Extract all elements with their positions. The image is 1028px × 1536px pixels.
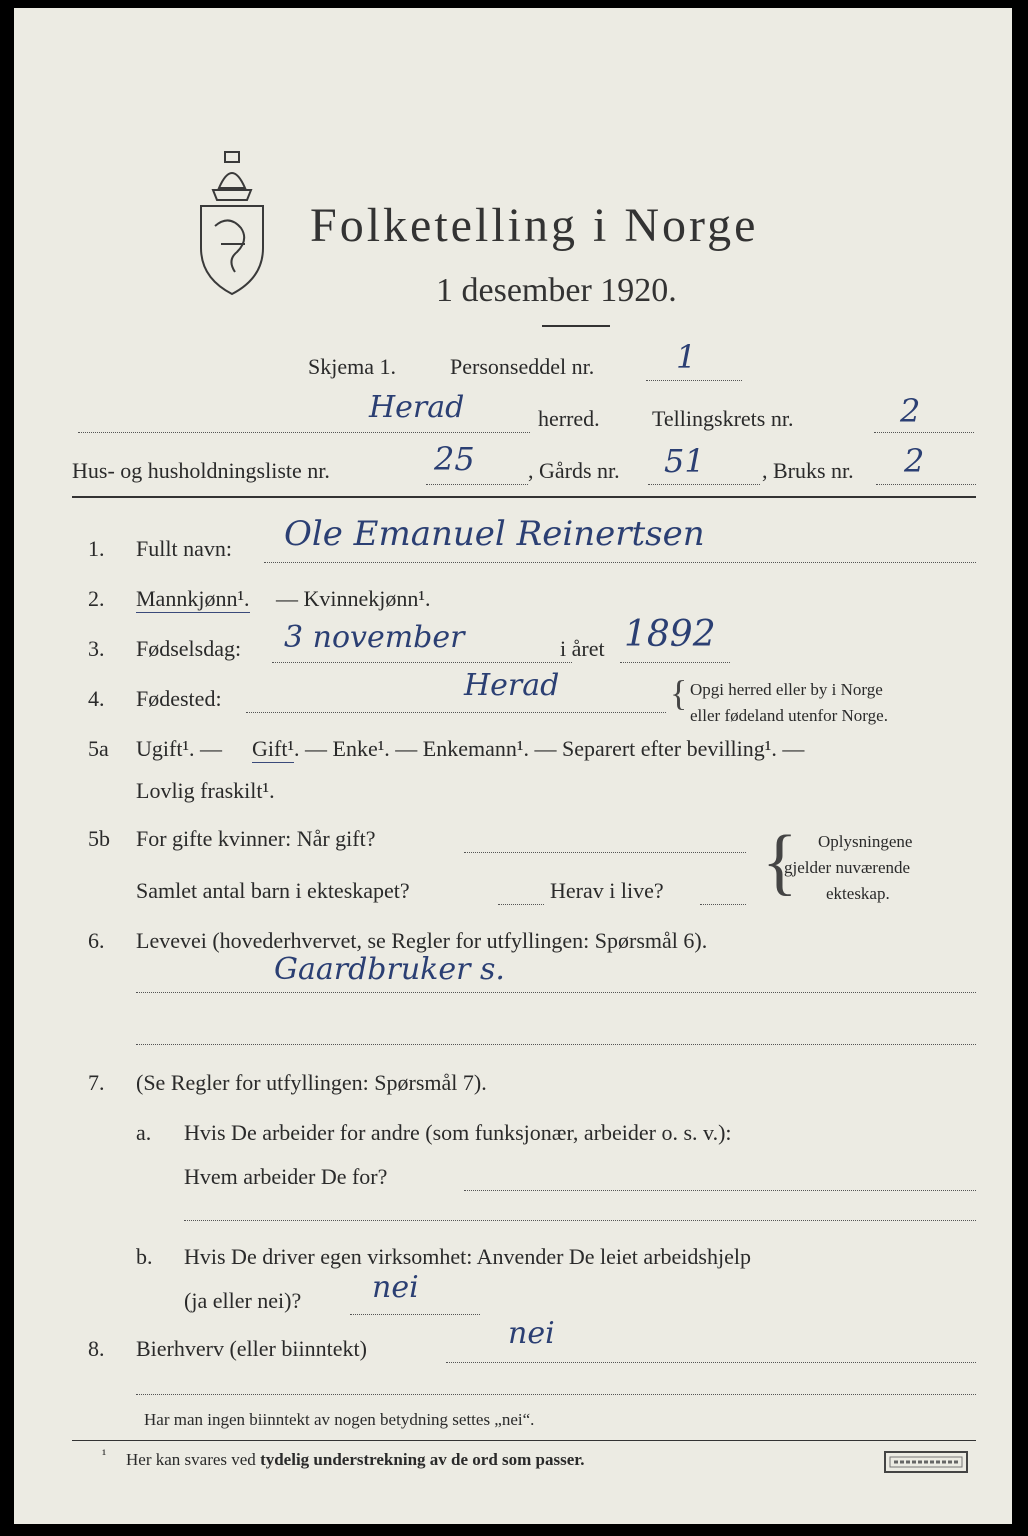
- footer-divider: [72, 1440, 976, 1441]
- footnote-text-plain: Her kan svares ved: [126, 1450, 256, 1469]
- holding-number-value[interactable]: 2: [904, 442, 925, 480]
- side-income-note: Har man ingen biinntekt av nogen betydning settes „nei“.: [144, 1410, 535, 1429]
- hired-help-label: (ja eller nei)?: [184, 1288, 302, 1313]
- full-name-value[interactable]: Ole Emanuel Reinertsen: [284, 514, 705, 554]
- birthday-field-line: [272, 662, 572, 663]
- when-married-field-line: [464, 852, 746, 853]
- q7-label: (Se Regler for utfyllingen: Spørsmål 7).: [136, 1070, 487, 1095]
- birth-year-value[interactable]: 1892: [624, 614, 716, 655]
- hired-help-field-line: [350, 1314, 480, 1315]
- farm-number-label: , Gårds nr.: [528, 458, 620, 483]
- birthplace-value[interactable]: Herad: [464, 668, 560, 703]
- household-list-label: Hus- og husholdningsliste nr.: [72, 458, 330, 483]
- farm-number-value[interactable]: 51: [664, 442, 705, 480]
- sex-female-option[interactable]: — Kvinnekjønn¹.: [276, 586, 431, 611]
- q3-label: Fødselsdag:: [136, 636, 242, 661]
- marital-married-option[interactable]: Gift¹: [252, 736, 295, 761]
- side-income-label: Bierhverv (eller biinntekt): [136, 1336, 367, 1361]
- q1-number: 1.: [88, 536, 105, 561]
- occupation-value[interactable]: Gaardbruker s.: [274, 952, 505, 987]
- personseddel-field-line: [646, 380, 742, 381]
- form-date: 1 desember 1920.: [436, 272, 677, 309]
- schema-label: Skjema 1.: [308, 354, 396, 379]
- employer-label: Hvem arbeider De for?: [184, 1164, 388, 1189]
- birthplace-note-1: Opgi herred eller by i Norge: [690, 680, 883, 699]
- q6-number: 6.: [88, 928, 105, 953]
- children-alive-field-line: [700, 904, 746, 905]
- birthplace-note-brace: {: [670, 673, 688, 713]
- children-alive-label: Herav i live?: [550, 878, 664, 903]
- q5b-number: 5b: [88, 826, 110, 851]
- q3-number: 3.: [88, 636, 105, 661]
- form-title: Folketelling i Norge: [310, 199, 759, 252]
- q4-number: 4.: [88, 686, 105, 711]
- children-field-line: [498, 904, 544, 905]
- side-income-field-line: [446, 1362, 976, 1363]
- q1-label: Fullt navn:: [136, 536, 232, 561]
- year-field-line: [620, 662, 730, 663]
- tellingskrets-label: Tellingskrets nr.: [652, 406, 794, 431]
- occupation-field-line-1: [136, 992, 976, 993]
- q8-number: 8.: [88, 1336, 105, 1361]
- herred-value[interactable]: Herad: [369, 390, 465, 425]
- holding-number-label: , Bruks nr.: [762, 458, 854, 483]
- coat-of-arms-emblem: [189, 148, 275, 298]
- q2-number: 2.: [88, 586, 105, 611]
- year-label: i året: [560, 636, 605, 661]
- q5a-number: 5a: [88, 736, 109, 761]
- herred-label: herred.: [538, 406, 600, 431]
- hired-help-value[interactable]: nei: [372, 1270, 419, 1305]
- footnote-mark: ¹: [102, 1448, 107, 1463]
- marriage-note-3: ekteskap.: [826, 884, 890, 903]
- employer-field-line: [464, 1190, 976, 1191]
- employer-field-line-2: [184, 1220, 976, 1221]
- marriage-note-1: Oplysningene: [818, 832, 913, 851]
- holding-field-line: [876, 484, 976, 485]
- q7a-letter: a.: [136, 1120, 152, 1145]
- q7a-label: Hvis De arbeider for andre (som funksjonær, arbeider o. s. v.):: [184, 1120, 732, 1145]
- children-label: Samlet antal barn i ekteskapet?: [136, 878, 410, 903]
- occupation-field-line-2: [136, 1044, 976, 1045]
- q7b-letter: b.: [136, 1244, 153, 1269]
- side-income-field-line-2: [136, 1394, 976, 1395]
- marital-divorced-option[interactable]: Lovlig fraskilt¹.: [136, 778, 275, 803]
- side-income-value[interactable]: nei: [508, 1316, 555, 1351]
- when-married-label: For gifte kvinner: Når gift?: [136, 826, 376, 851]
- title-divider: [542, 325, 610, 327]
- marital-other-options[interactable]: . — Enke¹. — Enkemann¹. — Separert efter bevilling¹. —: [294, 736, 805, 761]
- birthplace-note-2: eller fødeland utenfor Norge.: [690, 706, 888, 725]
- farm-field-line: [648, 484, 760, 485]
- footnote-text: [126, 1450, 585, 1470]
- footnote-text-bold: tydelig understrekning av de ord som passer.: [260, 1450, 585, 1469]
- birthday-value[interactable]: 3 november: [284, 620, 465, 655]
- sex-male-option[interactable]: Mannkjønn¹.: [136, 586, 250, 611]
- census-form: [14, 8, 1012, 1524]
- q7b-label: Hvis De driver egen virksomhet: Anvender De leiet arbeidshjelp: [184, 1244, 751, 1269]
- marital-unmarried-option[interactable]: Ugift¹. —: [136, 736, 223, 761]
- personseddel-label: Personseddel nr.: [450, 354, 595, 379]
- header-divider: [72, 496, 976, 498]
- occupation-label: Levevei (hovederhvervet, se Regler for utfyllingen: Spørsmål 6).: [136, 928, 708, 953]
- marriage-note-2: gjelder nuværende: [784, 858, 911, 877]
- tellingskrets-value[interactable]: 2: [900, 392, 921, 430]
- marriage-note-brace: {: [762, 821, 798, 903]
- full-name-field-line: [264, 562, 976, 563]
- birthplace-field-line: [246, 712, 666, 713]
- household-field-line: [426, 484, 528, 485]
- household-list-value[interactable]: 25: [434, 440, 475, 478]
- herred-field-line: [78, 432, 530, 433]
- q7-number: 7.: [88, 1070, 105, 1095]
- tellingskrets-field-line: [874, 432, 974, 433]
- personseddel-value[interactable]: 1: [676, 338, 697, 376]
- printer-stamp: [884, 1450, 968, 1474]
- q4-label: Fødested:: [136, 686, 222, 711]
